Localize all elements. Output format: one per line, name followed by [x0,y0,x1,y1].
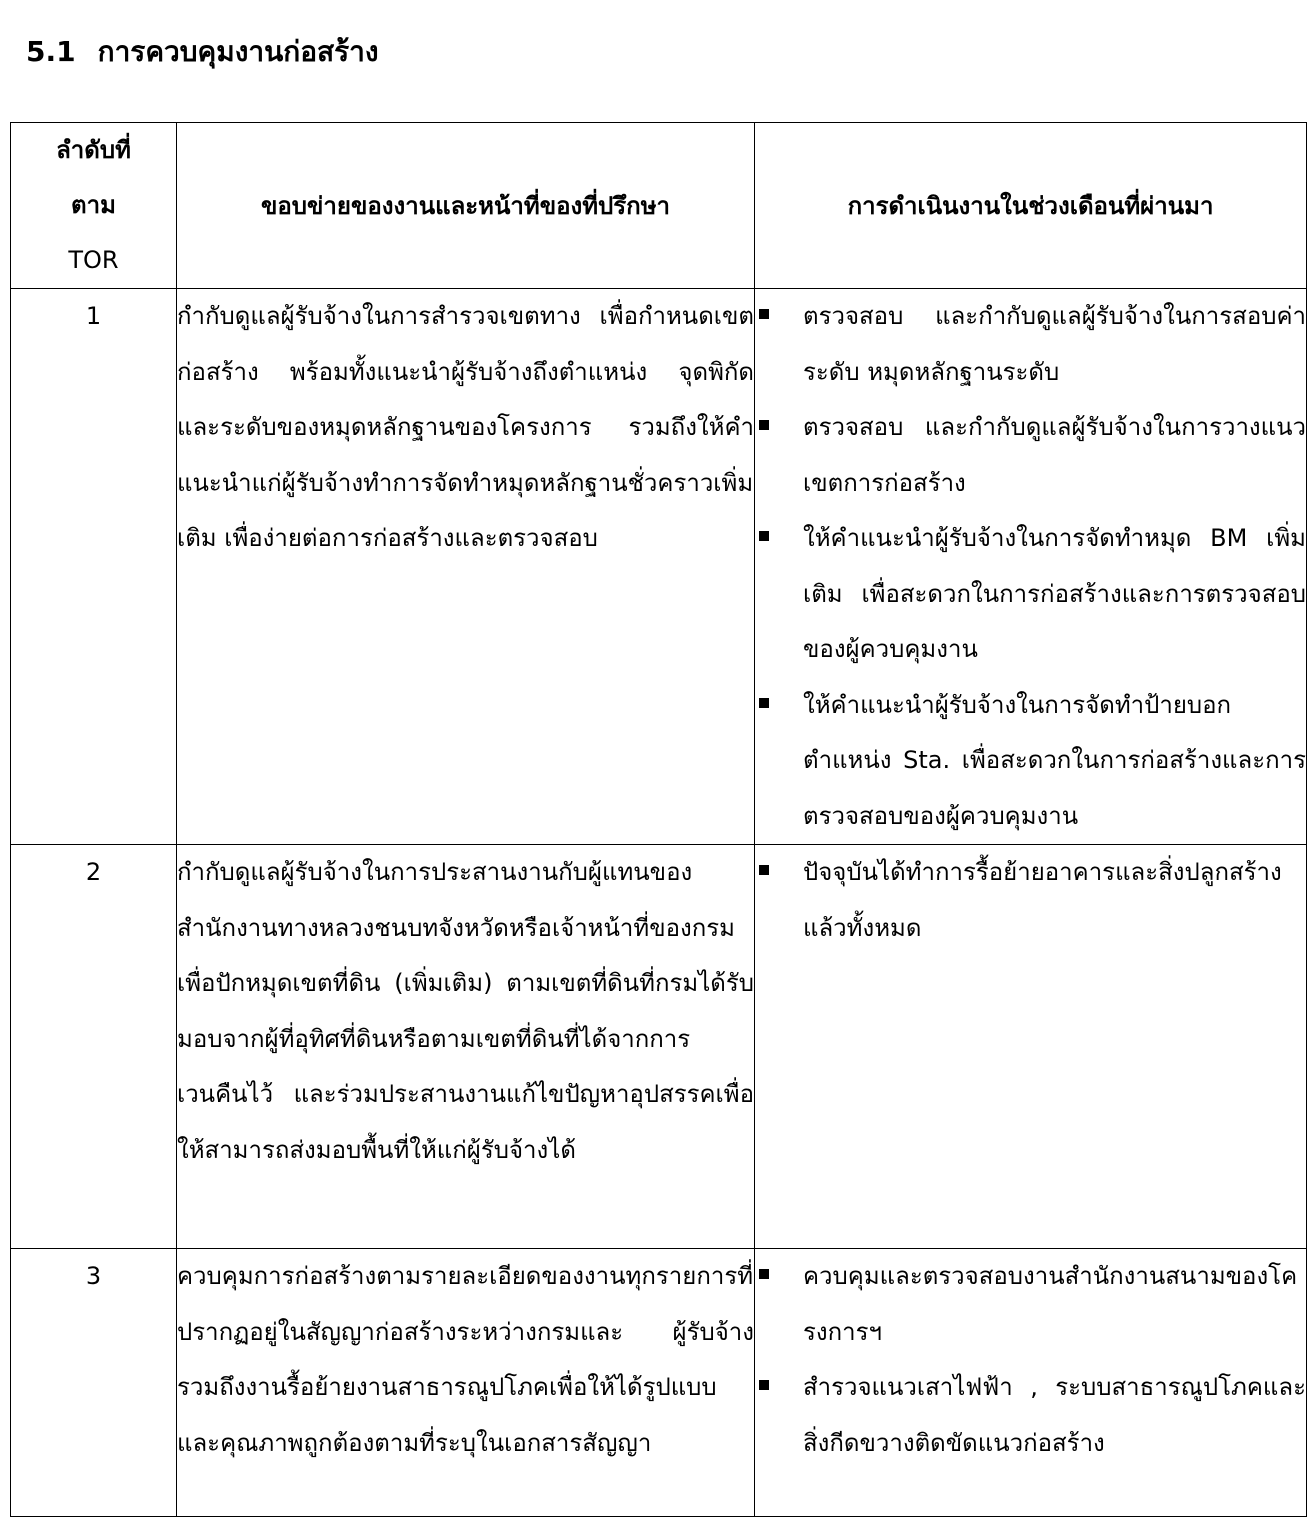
row-number: 2 [11,845,177,1249]
section-heading [26,30,379,74]
square-bullet-icon [759,420,769,430]
progress-text: ปัจจุบันได้ทำการรื้อย้ายอาคารและสิ่งปลูกสร้างแล้วทั้งหมด [803,858,1282,942]
scope-cell [177,289,755,845]
list-item [755,289,1306,400]
header-seq-line3: TOR [68,246,119,274]
progress-text: สำรวจแนวเสาไฟฟ้า , ระบบสาธารณูปโภคและสิ่งกีดขวางติดขัดแนวก่อสร้าง [803,1373,1306,1457]
list-item [755,400,1306,511]
square-bullet-icon [759,865,769,875]
progress-cell [755,289,1307,845]
progress-cell [755,845,1307,1249]
scope-text: กำกับดูแลผู้รับจ้างในการประสานงานกับผู้แทนของสำนักงานทางหลวงชนบทจังหวัดหรือเจ้าหน้าที่ของกรม เพื่อปักหมุดเขตที่ดิน (เพิ่มเติม) ตามเขตที่ดินที่กรมได้รับมอบจากผู้ที่อุทิศที่ดินหรือตามเขตที่ดินที่ได้จากการเวนคืนไว้ และร่วมประสานงานแก้ไขปัญหาอุปสรรคเพื่อให้สามารถส่งมอบพื้นที่ให้แก่ผู้รับจ้างได้ [177,858,754,1164]
header-seq [11,123,177,289]
section-title: การควบคุมงานก่อสร้าง [97,35,379,68]
header-seq-line2: ตาม [71,191,116,219]
header-progress: การดำเนินงานในช่วงเดือนที่ผ่านมา [755,123,1307,289]
row-number: 1 [11,289,177,845]
square-bullet-icon [759,698,769,708]
list-item [755,1360,1306,1471]
square-bullet-icon [759,1269,769,1279]
scope-text: ควบคุมการก่อสร้างตามรายละเอียดของงานทุกรายการที่ปรากฏอยู่ในสัญญาก่อสร้างระหว่างกรมและ ผู้รับจ้าง รวมถึงงานรื้อย้ายงานสาธารณูปโภคเพื่อให้ได้รูปแบบและคุณภาพถูกต้องตามที่ระบุในเอกสารสัญญา [177,1262,754,1457]
list-item [755,1249,1306,1360]
header-scope: ขอบข่ายของงานและหน้าที่ของที่ปรึกษา [177,123,755,289]
progress-text: ให้คำแนะนำผู้รับจ้างในการจัดทำหมุด BM เพิ่มเติม เพื่อสะดวกในการก่อสร้างและการตรวจสอบของผู้ควบคุมงาน [803,524,1306,663]
progress-list [755,1249,1306,1471]
table-row [11,1249,1307,1517]
list-item [755,845,1306,956]
square-bullet-icon [759,1380,769,1390]
row-number: 3 [11,1249,177,1517]
table-row [11,845,1307,1249]
header-seq-line1: ลำดับที่ [56,136,131,164]
progress-list [755,289,1306,844]
tor-progress-table [10,122,1307,1517]
scope-text: กำกับดูแลผู้รับจ้างในการสำรวจเขตทาง เพื่อกำหนดเขตก่อสร้าง พร้อมทั้งแนะนำผู้รับจ้างถึงตำแหน่ง จุดพิกัด และระดับของหมุดหลักฐานของโครงการ รวมถึงให้คำแนะนำแก่ผู้รับจ้างทำการจัดทำหมุดหลักฐานชั่วคราวเพิ่มเติม เพื่อง่ายต่อการก่อสร้างและตรวจสอบ [177,302,754,552]
progress-cell [755,1249,1307,1517]
square-bullet-icon [759,531,769,541]
progress-text: ให้คำแนะนำผู้รับจ้างในการจัดทำป้ายบอกตำแหน่ง Sta. เพื่อสะดวกในการก่อสร้างและการตรวจสอบของผู้ควบคุมงาน [803,690,1306,830]
table-header-row [11,123,1307,289]
scope-cell [177,845,755,1249]
list-item [755,678,1306,845]
scope-cell [177,1249,755,1517]
progress-list [755,845,1306,956]
list-item [755,511,1306,678]
table-row [11,289,1307,845]
progress-text: ตรวจสอบ และกำกับดูแลผู้รับจ้างในการวางแนวเขตการก่อสร้าง [803,413,1306,497]
progress-text: ควบคุมและตรวจสอบงานสำนักงานสนามของโครงการฯ [803,1262,1298,1346]
section-number: 5.1 [26,35,76,68]
square-bullet-icon [759,309,769,319]
progress-text: ตรวจสอบ และกำกับดูแลผู้รับจ้างในการสอบค่าระดับ หมุดหลักฐานระดับ [803,302,1306,386]
